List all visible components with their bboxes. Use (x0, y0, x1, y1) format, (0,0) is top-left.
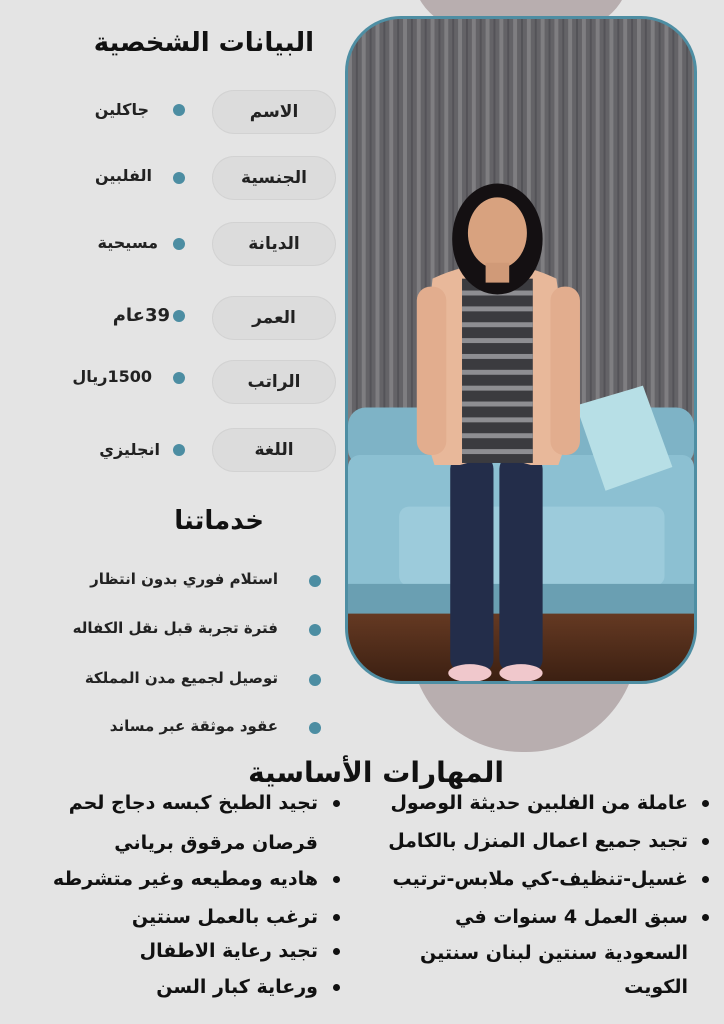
bullet-dot (173, 444, 185, 456)
label-language: اللغة (212, 428, 336, 472)
label-name: الاسم (212, 90, 336, 134)
skills-title: المهارات الأساسية (248, 756, 504, 789)
bullet-dot (173, 104, 185, 116)
service-item: استلام فوري بدون انتظار (90, 570, 278, 588)
bullet-dot (309, 674, 321, 686)
skill-item: سبق العمل 4 سنوات في (455, 906, 688, 928)
bullet-dot (173, 238, 185, 250)
label-religion: الديانة (212, 222, 336, 266)
skill-item: الكويت (624, 976, 688, 998)
label-nationality: الجنسية (212, 156, 336, 200)
bullet-dot (702, 914, 709, 921)
bullet-dot (702, 838, 709, 845)
value-salary: 1500ريال (72, 367, 152, 386)
skill-item: قرصان مرقوق برياني (114, 832, 318, 854)
value-nationality: الفلبين (95, 166, 152, 185)
bullet-dot (173, 310, 185, 322)
bullet-dot (333, 914, 340, 921)
bullet-dot (333, 948, 340, 955)
bullet-dot (702, 876, 709, 883)
worker-photo (345, 16, 697, 684)
services-title: خدماتنا (174, 506, 264, 536)
bullet-dot (309, 624, 321, 636)
label-salary: الراتب (212, 360, 336, 404)
service-item: توصيل لجميع مدن المملكة (84, 669, 278, 687)
label-age: العمر (212, 296, 336, 340)
skill-item: السعودية سنتين لبنان سنتين (420, 942, 688, 964)
value-religion: مسيحية (97, 233, 158, 252)
skill-item: ورعاية كبار السن (156, 976, 318, 998)
bullet-dot (333, 800, 340, 807)
service-item: فترة تجربة قبل نقل الكفاله (72, 619, 278, 637)
bullet-dot (173, 372, 185, 384)
value-age: 39عام (112, 305, 170, 326)
skill-item: ترغب بالعمل سنتين (131, 906, 318, 928)
bullet-dot (309, 722, 321, 734)
bullet-dot (309, 575, 321, 587)
skill-item: هاديه ومطيعه وغير متشرطه (52, 868, 318, 890)
bullet-dot (173, 172, 185, 184)
skill-item: غسيل-تنظيف-كي ملابس-ترتيب (392, 868, 688, 890)
skill-item: تجيد جميع اعمال المنزل بالكامل (388, 830, 688, 852)
bullet-dot (333, 984, 340, 991)
skill-item: تجيد الطبخ كبسه دجاج لحم (68, 792, 318, 814)
personal-data-title: البيانات الشخصية (93, 28, 314, 58)
bullet-dot (333, 876, 340, 883)
service-item: عقود موثقة عبر مساند (109, 717, 278, 735)
bullet-dot (702, 800, 709, 807)
skill-item: تجيد رعاية الاطفال (139, 940, 318, 962)
value-name: جاكلين (94, 100, 149, 119)
skill-item: عاملة من الفلبين حديثة الوصول (390, 792, 688, 814)
value-language: انجليزي (99, 440, 160, 459)
